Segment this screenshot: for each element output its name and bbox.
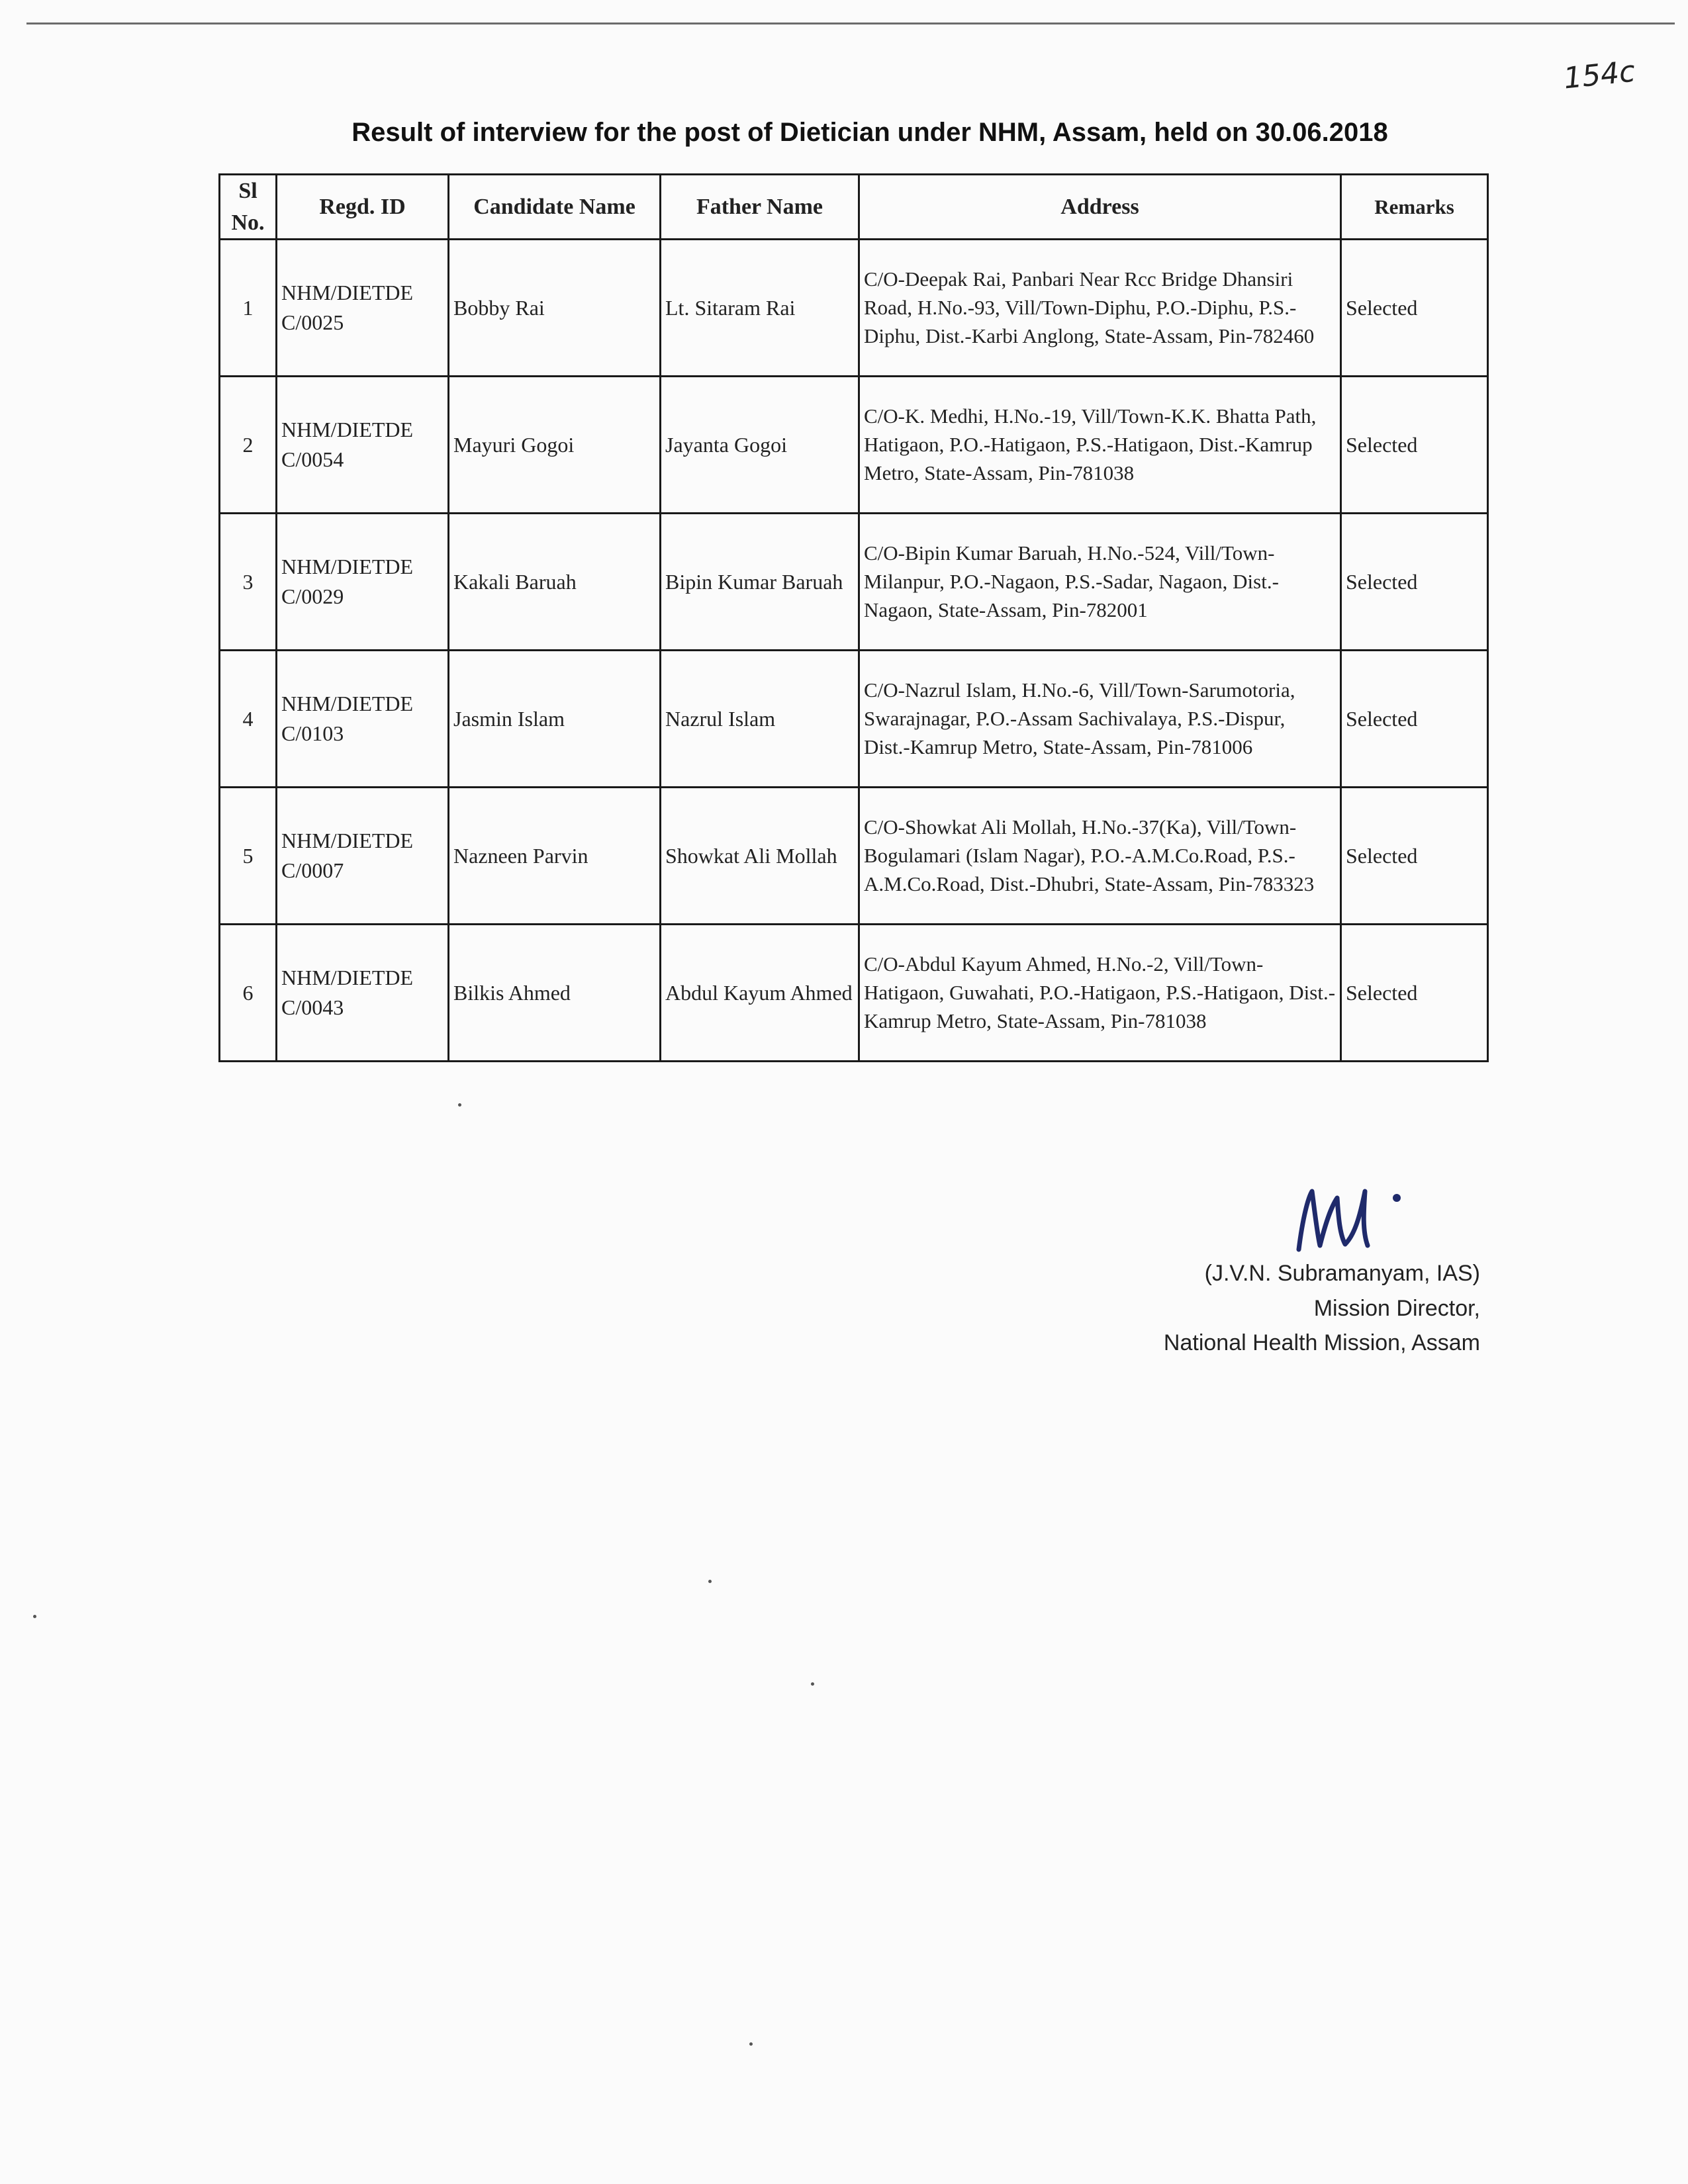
cell-candidate-name: Bobby Rai (449, 240, 661, 377)
header-remarks: Remarks (1341, 175, 1488, 240)
cell-candidate-name: Kakali Baruah (449, 514, 661, 651)
cell-regd-id: NHM/DIETDE C/0103 (277, 651, 449, 788)
cell-candidate-name: Jasmin Islam (449, 651, 661, 788)
cell-remarks: Selected (1341, 377, 1488, 514)
cell-sl-no: 3 (220, 514, 277, 651)
document-title: Result of interview for the post of Dietician under NHM, Assam, held on 30.06.2018 (352, 118, 1388, 147)
cell-father-name: Nazrul Islam (661, 651, 859, 788)
table-row (220, 651, 1488, 788)
signatory-organization: National Health Mission, Assam (1163, 1330, 1480, 1356)
header-address: Address (859, 175, 1341, 240)
cell-regd-id: NHM/DIETDE C/0025 (277, 240, 449, 377)
table-row (220, 240, 1488, 377)
table-header-row (220, 175, 1488, 240)
cell-address: C/O-Nazrul Islam, H.No.-6, Vill/Town-Sarumotoria, Swarajnagar, P.O.-Assam Sachivalaya, P.S.-Dispur, Dist.-Kamrup Metro, State-Assam, Pin-781006 (859, 651, 1341, 788)
cell-address: C/O-Abdul Kayum Ahmed, H.No.-2, Vill/Town-Hatigaon, Guwahati, P.O.-Hatigaon, P.S.-Hatigaon, Dist.-Kamrup Metro, State-Assam, Pin-781038 (859, 925, 1341, 1062)
cell-candidate-name: Nazneen Parvin (449, 788, 661, 925)
cell-address: C/O-K. Medhi, H.No.-19, Vill/Town-K.K. Bhatta Path, Hatigaon, P.O.-Hatigaon, P.S.-Hatigaon, Dist.-Kamrup Metro, State-Assam, Pin-781038 (859, 377, 1341, 514)
cell-address: C/O-Deepak Rai, Panbari Near Rcc Bridge Dhansiri Road, H.No.-93, Vill/Town-Diphu, P.O.-Diphu, P.S.-Diphu, Dist.-Karbi Anglong, State-Assam, Pin-782460 (859, 240, 1341, 377)
scan-edge-line (26, 23, 1675, 24)
cell-address: C/O-Showkat Ali Mollah, H.No.-37(Ka), Vill/Town-Bogulamari (Islam Nagar), P.O.-A.M.Co.Road, P.S.-A.M.Co.Road, Dist.-Dhubri, State-Assam, Pin-783323 (859, 788, 1341, 925)
cell-father-name: Lt. Sitaram Rai (661, 240, 859, 377)
cell-regd-id: NHM/DIETDE C/0007 (277, 788, 449, 925)
cell-sl-no: 4 (220, 651, 277, 788)
cell-father-name: Showkat Ali Mollah (661, 788, 859, 925)
header-candidate-name: Candidate Name (449, 175, 661, 240)
header-regd-id: Regd. ID (277, 175, 449, 240)
cell-father-name: Bipin Kumar Baruah (661, 514, 859, 651)
scan-speck (33, 1615, 36, 1618)
scan-speck (708, 1580, 712, 1583)
cell-candidate-name: Mayuri Gogoi (449, 377, 661, 514)
signatory-designation: Mission Director, (1313, 1295, 1480, 1321)
cell-father-name: Abdul Kayum Ahmed (661, 925, 859, 1062)
signatory-block (993, 1256, 1480, 1361)
table-row (220, 377, 1488, 514)
cell-regd-id: NHM/DIETDE C/0029 (277, 514, 449, 651)
table-row (220, 788, 1488, 925)
cell-remarks: Selected (1341, 240, 1488, 377)
handwritten-page-number: 154c (1562, 54, 1637, 96)
result-table (218, 173, 1489, 1062)
cell-remarks: Selected (1341, 651, 1488, 788)
signature-mark (1291, 1171, 1410, 1264)
cell-regd-id: NHM/DIETDE C/0054 (277, 377, 449, 514)
cell-sl-no: 2 (220, 377, 277, 514)
cell-remarks: Selected (1341, 514, 1488, 651)
scan-speck (749, 2042, 753, 2046)
signatory-name: (J.V.N. Subramanyam, IAS) (1204, 1261, 1480, 1286)
cell-remarks: Selected (1341, 925, 1488, 1062)
scan-speck (811, 1682, 814, 1686)
cell-father-name: Jayanta Gogoi (661, 377, 859, 514)
scan-speck (458, 1103, 461, 1107)
header-father-name: Father Name (661, 175, 859, 240)
header-sl-no: Sl No. (220, 175, 277, 240)
cell-sl-no: 5 (220, 788, 277, 925)
cell-remarks: Selected (1341, 788, 1488, 925)
table-row (220, 514, 1488, 651)
cell-address: C/O-Bipin Kumar Baruah, H.No.-524, Vill/Town-Milanpur, P.O.-Nagaon, P.S.-Sadar, Nagaon, Dist.-Nagaon, State-Assam, Pin-782001 (859, 514, 1341, 651)
table-row (220, 925, 1488, 1062)
cell-sl-no: 1 (220, 240, 277, 377)
cell-candidate-name: Bilkis Ahmed (449, 925, 661, 1062)
cell-sl-no: 6 (220, 925, 277, 1062)
cell-regd-id: NHM/DIETDE C/0043 (277, 925, 449, 1062)
